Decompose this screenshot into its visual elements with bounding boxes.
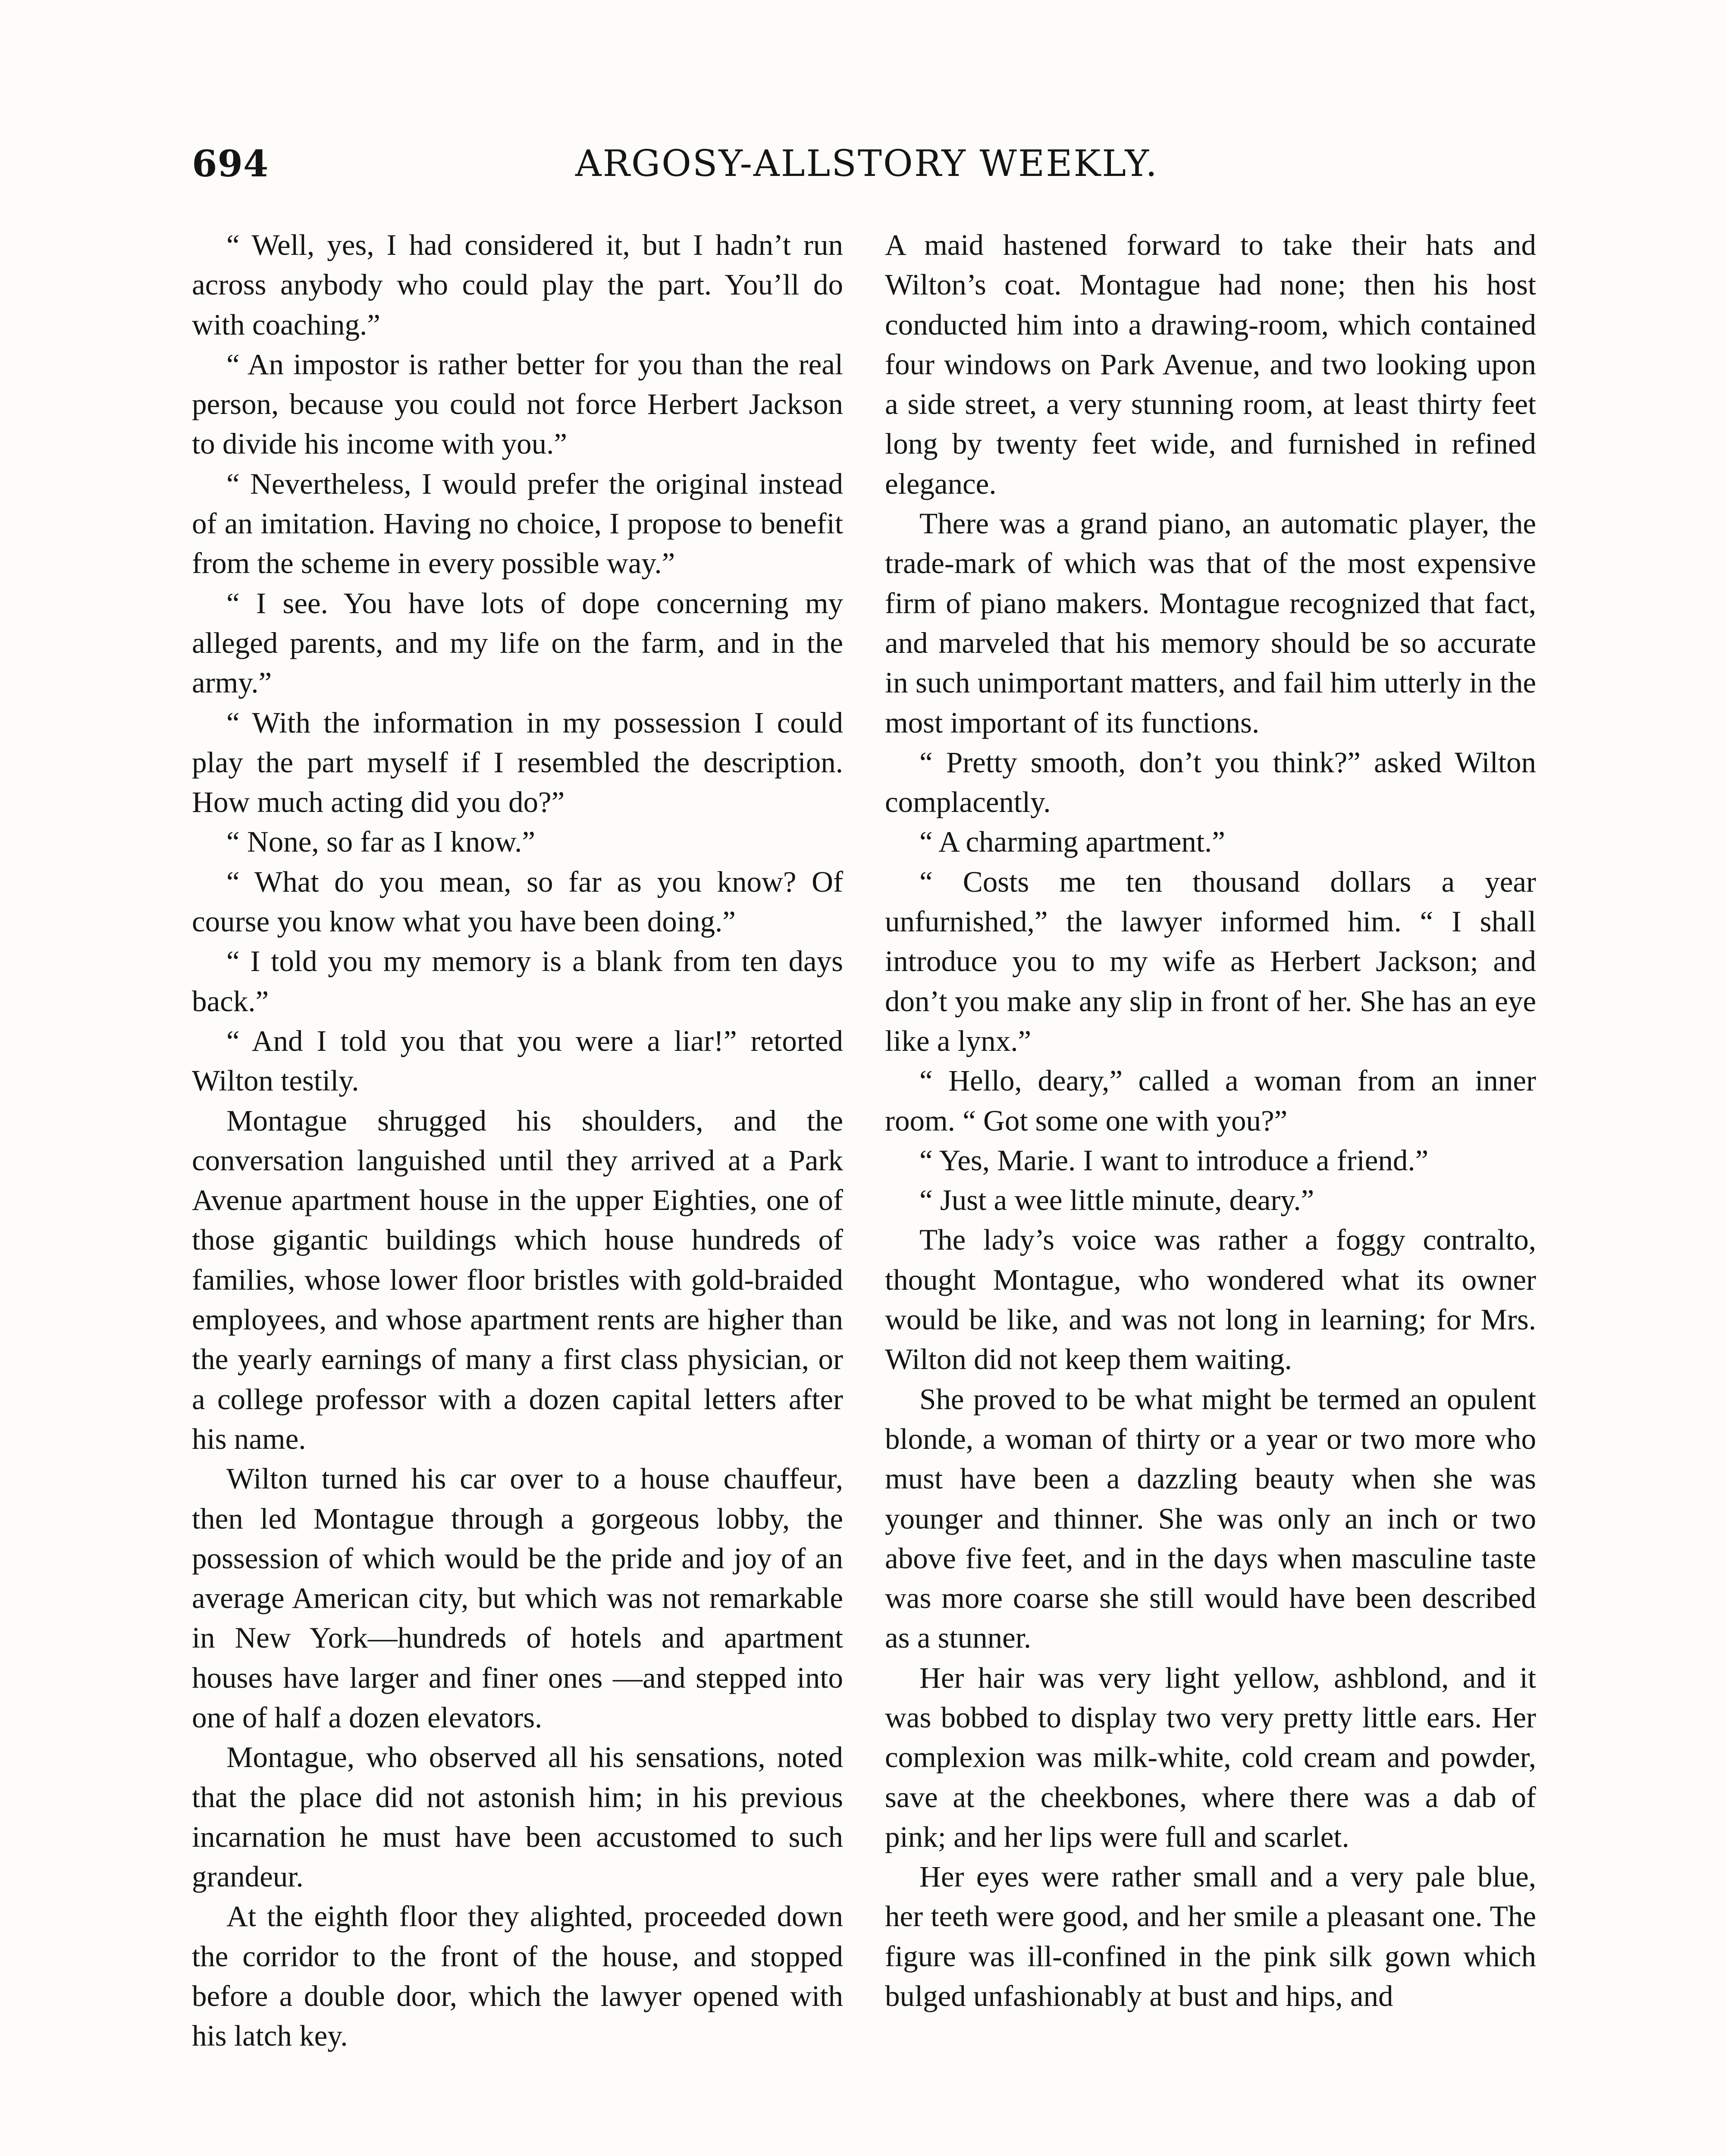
paragraph: “ Yes, Marie. I want to introduce a friend.” [919,1144,1429,1177]
paragraph: “ Costs me ten thousand dollars a year unfurnished,” the lawyer informed him. “ I shall introduce you to my wife as Herbert Jackson; and don’t you make any slip in front of her. She has an eye like a lynx.” [885,865,1536,1057]
paragraph-continued: A maid hastened forward to take their hats and Wilton’s coat. Montague had none; then his host conducted him into a drawing-room, which contained four windows on Park Avenue, and two looking upon a side street, a very stunning room, at least thirty feet long by twenty feet wide, and furnished in refined elegance. [885,229,1536,500]
paragraph: The lady’s voice was rather a foggy contralto, thought Montague, who wondered what its owner would be like, and was not long in learning; for Mrs. Wilton did not keep them waiting. [885,1223,1536,1376]
paragraph: “ What do you mean, so far as you know? Of course you know what you have been doing.” [192,865,843,938]
paragraph: Wilton turned his car over to a house chauffeur, then led Montague through a gorgeous lobby, the possession of which would be the pride and joy of an average American city, but which was not remarkable in New York—hundreds of hotels and apartment houses have larger and finer ones —and stepped into one of half a dozen elevators. [192,1462,843,1734]
paragraph: She proved to be what might be termed an opulent blonde, a woman of thirty or a year or two more who must have been a dazzling beauty when she was younger and thinner. She was only an inch or two above five feet, and in the days when masculine taste was more coarse she still would have been described as a stunner. [885,1382,1536,1655]
paragraph: Her hair was very light yellow, ashblond, and it was bobbed to display two very pretty little ears. Her complexion was milk-white, cold cream and powder, save at the cheekbones, where there was a dab of pink; and her lips were full and scarlet. [885,1661,1536,1853]
paragraph: “ Well, yes, I had considered it, but I hadn’t run across anybody who could play the part. You’ll do with coaching.” [192,229,843,341]
paragraph: “ I told you my memory is a blank from ten days back.” [192,945,843,1018]
paragraph: “ Hello, deary,” called a woman from an inner room. “ Got some one with you?” [885,1064,1536,1137]
paragraph: Montague, who observed all his sensations, noted that the place did not astonish him; in his previous incarnation he must have been accustomed to such grandeur. [192,1741,843,1893]
paragraph: “ Pretty smooth, don’t you think?” asked Wilton complacently. [885,746,1536,819]
paragraph: “ A charming apartment.” [919,825,1225,859]
left-column [192,225,843,2056]
paragraph: “ And I told you that you were a liar!” retorted Wilton testily. [192,1024,843,1097]
paragraph: Montague shrugged his shoulders, and the conversation languished until they arrived at a Park Avenue apartment house in the upper Eighties, one of those gigantic buildings which house hundreds of families, whose lower floor bristles with gold-braided employees, and whose apartment rents are higher than the yearly earnings of many a first class physician, or a college professor with a dozen capital letters after his name. [192,1104,843,1455]
running-head: ARGOSY-ALLSTORY WEEKLY. [575,142,1158,185]
paragraph: “ An impostor is rather better for you than the real person, because you could not force Herbert Jackson to divide his income with you.” [192,348,843,461]
paragraph: “ Nevertheless, I would prefer the original instead of an imitation. Having no choice, I propose to benefit from the scheme in every possible way.” [192,467,843,580]
paragraph: “ Just a wee little minute, deary.” [919,1184,1314,1217]
page-header [192,142,1542,194]
paragraph: “ With the information in my possession I could play the part myself if I resembled the description. How much acting did you do?” [192,706,843,819]
paragraph: “ I see. You have lots of dope concerning my alleged parents, and my life on the farm, and in the army.” [192,586,843,699]
paragraph: “ None, so far as I know.” [226,825,535,859]
paragraph: There was a grand piano, an automatic player, the trade-mark of which was that of the most expensive firm of piano makers. Montague recognized that fact, and marveled that his memory should be so accurate in such unimportant matters, and fail him utterly in the most important of its functions. [885,507,1537,739]
paragraph: Her eyes were rather small and a very pale blue, her teeth were good, and her smile a pleasant one. The figure was ill-confined in the pink silk gown which bulged unfashionably at bust and hips, and [885,1860,1536,2013]
right-column [885,225,1536,2016]
paragraph: At the eighth floor they alighted, proceeded down the corridor to the front of the house, and stopped before a double door, which the lawyer opened with his latch key. [192,1900,843,2053]
page-number: 694 [192,142,269,185]
